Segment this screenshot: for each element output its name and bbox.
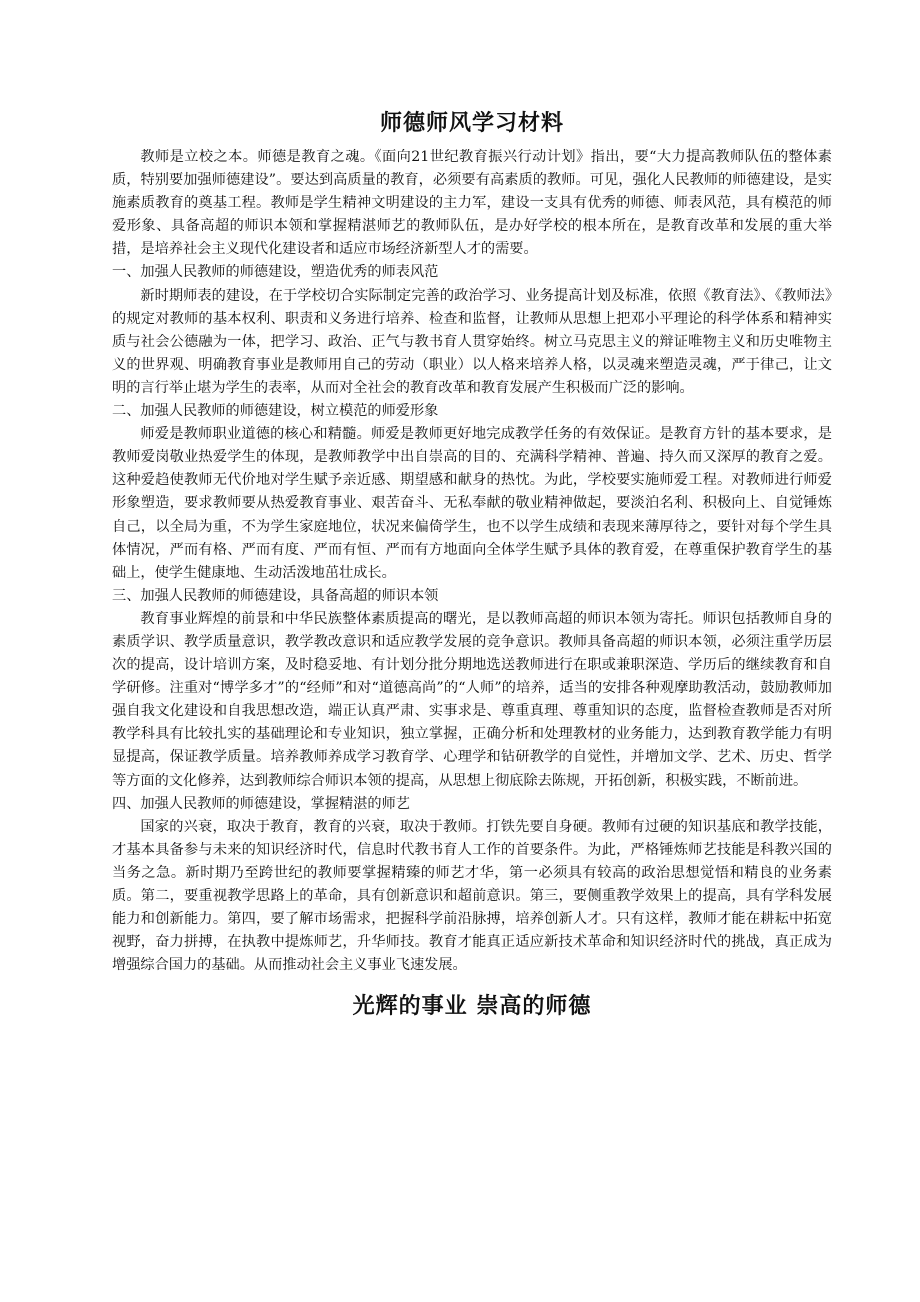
- second-article-title: 光辉的事业 崇高的师德: [352, 994, 592, 1020]
- section-3-heading: 三、加强人民教师的师德建设，具备高超的师识本领: [112, 587, 439, 604]
- section-1-text: 新时期师表的建设，在于学校切合实际制定完善的政治学习、业务提高计划及标准，依照《教育法》、《教师法》的规定对教师的基本权利、职责和义务进行培养、检查和监督，让教师从思想上把邓小平理论的科学体系和精神实质与社会公德融为一体，把学习、政治、正气与教书育人贯穿始终。树立马克思主义的辩证唯物主义和历史唯物主义的世界观、明确教育事业是教师用自己的劳动（职业）以人格来培养人格，以灵魂来塑造灵魂，严于律己，让文明的言行举止堪为学生的表率，从而对全社会的教育改革和教育发展产生积极而广泛的影响。: [112, 287, 832, 396]
- document-title: 师德师风学习材料: [379, 111, 564, 136]
- intro-paragraph: 教师是立校之本。师德是教育之魂。《面向21世纪教育振兴行动计划》指出，要“大力提高教师队伍的整体素质，特别要加强师德建设”。要达到高质量的教育，必须要有高素质的教师。可见，强化人民教师的师德建设，是实施素质教育的奠基工程。教师是学生精神文明建设的主力军，建设一支具有优秀的师德、师表风范，具有模范的师爱形象、具备高超的师识本领和掌握精湛师艺的教师队伍，是办好学校的根本所在，是教育改革和发展的重大举措，是培养社会主义现代化建设者和适应市场经济新型人才的需要。: [112, 149, 832, 258]
- section-3-text: 教育事业辉煌的前景和中华民族整体素质提高的曙光，是以教师高超的师识本领为寄托。师识包括教师自身的素质学识、教学质量意识，教学教改意识和适应教学发展的竞争意识。教师具备高超的师识本领，必须注重学历层次的提高，设计培训方案，及时稳妥地、有计划分批分期地选送教师进行在职或兼职深造、学历后的继续教育和自学研修。注重对“博学多才”的“经师”和对“道德高尚”的“人师”的培养，适当的安排各种观摩助教活动，鼓励教师加强自我文化建设和自我思想改造，端正认真严肃、实事求是、尊重真理、尊重知识的态度，监督检查教师是否对所教学科具有比较扎实的基础理论和专业知识，独立掌握，正确分析和处理教材的业务能力，达到教育教学能力有明显提高，保证教学质量。培养教师养成学习教育学、心理学和钻研教学的自觉性，并增加文学、艺术、历史、哲学等方面的文化修养，达到教师综合师识本领的提高，从思想上彻底除去陈规，开拓创新，积极实践，不断前进。: [112, 610, 832, 789]
- section-4-text: 国家的兴衰，取决于教育，教育的兴衰，取决于教师。打铁先要自身硬。教师有过硬的知识基底和教学技能，才基本具备参与未来的知识经济时代，信息时代教书育人工作的首要条件。为此，严格锤炼师艺技能是科教兴国的当务之急。新时期乃至跨世纪的教师要掌握精臻的师艺才华，第一必须具有较高的政治思想觉悟和精良的业务素质。第二，要重视教学思路上的革命，具有创新意识和超前意识。第三，要侧重教学效果上的提高，具有学科发展能力和创新能力。第四，要了解市场需求，把握科学前沿脉搏，培养创新人才。只有这样，教师才能在耕耘中拓宽视野，奋力拼搏，在执教中提炼师艺，升华师技。教育才能真正适应新技术革命和知识经济时代的挑战，真正成为增强综合国力的基础。从而推动社会主义事业飞速发展。: [112, 818, 832, 974]
- section-2-text: 师爱是教师职业道德的核心和精髓。师爱是教师更好地完成教学任务的有效保证。是教育方针的基本要求，是教师爱岗敬业热爱学生的体现，是教师教学中出自崇高的目的、充满科学精神、普遍、持久而又深厚的教育之爱。这种爱趋使教师无代价地对学生赋予亲近感、期望感和献身的热忱。为此，学校要实施师爱工程。对教师进行师爱形象塑造，要求教师要从热爱教育事业、艰苦奋斗、无私奉献的敬业精神做起，要淡泊名利、积极向上、自觉锤炼自己，以全局为重，不为学生家庭地位，状况来偏倚学生，也不以学生成绩和表现来薄厚待之，要针对每个学生具体情况，严而有格、严而有度、严而有恒、严而有方地面向全体学生赋予具体的教育爱，在尊重保护教育学生的基础上，使学生健康地、生动活泼地茁壮成长。: [112, 426, 832, 581]
- section-1-heading: 一、加强人民教师的师德建设，塑造优秀的师表风范: [112, 264, 439, 281]
- section-4-heading: 四、加强人民教师的师德建设，掌握精湛的师艺: [112, 795, 410, 812]
- section-2-heading: 二、加强人民教师的师德建设，树立模范的师爱形象: [112, 403, 439, 420]
- document-page: [112, 104, 832, 1027]
